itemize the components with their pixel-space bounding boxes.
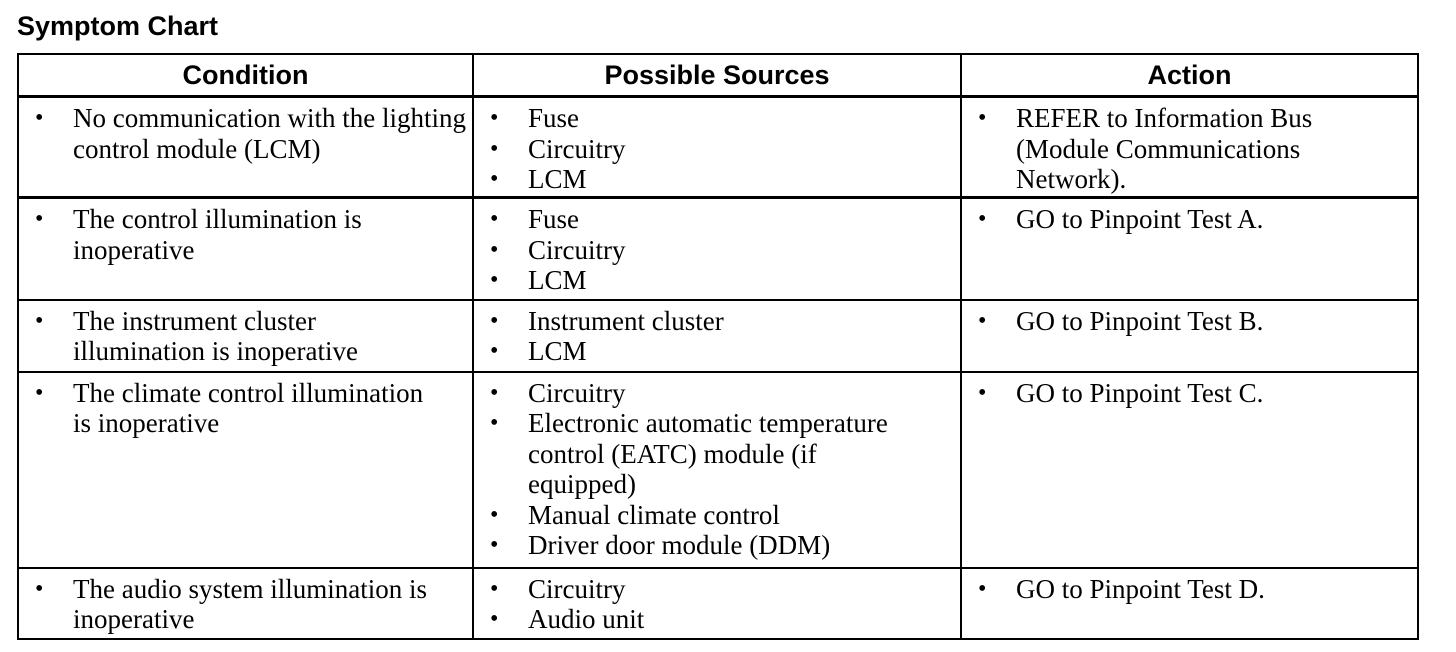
condition-text: • The climate control illumination is inoperative bbox=[19, 378, 468, 439]
source-item: • Manual climate control bbox=[474, 500, 956, 531]
page-title: Symptom Chart bbox=[17, 11, 219, 41]
table-row bbox=[18, 198, 1418, 300]
column-header-action: Action bbox=[961, 54, 1418, 97]
source-item: • Instrument cluster bbox=[474, 306, 956, 337]
table-header-row bbox=[18, 54, 1418, 97]
source-item: • Fuse bbox=[474, 204, 956, 235]
action-text: • GO to Pinpoint Test A. bbox=[962, 204, 1413, 235]
action-cell bbox=[961, 300, 1418, 372]
source-item: • Circuitry bbox=[474, 378, 956, 409]
action-text: • GO to Pinpoint Test D. bbox=[962, 574, 1413, 605]
condition-cell bbox=[18, 198, 473, 300]
condition-cell bbox=[18, 568, 473, 639]
column-header-condition: Condition bbox=[18, 54, 473, 97]
sources-cell bbox=[473, 372, 961, 568]
table-row bbox=[18, 97, 1418, 198]
sources-cell bbox=[473, 568, 961, 639]
action-cell bbox=[961, 372, 1418, 568]
sources-cell bbox=[473, 198, 961, 300]
action-cell bbox=[961, 198, 1418, 300]
action-cell bbox=[961, 97, 1418, 198]
action-cell bbox=[961, 568, 1418, 639]
source-item: • Circuitry bbox=[474, 235, 956, 266]
source-item: • Audio unit bbox=[474, 604, 956, 635]
condition-cell bbox=[18, 300, 473, 372]
symptom-chart-table bbox=[17, 53, 1419, 640]
table-row bbox=[18, 568, 1418, 639]
action-text: • GO to Pinpoint Test B. bbox=[962, 306, 1413, 337]
action-text: • GO to Pinpoint Test C. bbox=[962, 378, 1413, 409]
source-item: • Fuse bbox=[474, 103, 956, 134]
table-row bbox=[18, 372, 1418, 568]
sources-cell bbox=[473, 97, 961, 198]
source-item: • Circuitry bbox=[474, 574, 956, 605]
source-item: • LCM bbox=[474, 265, 956, 296]
source-item: • LCM bbox=[474, 164, 956, 195]
table-row bbox=[18, 300, 1418, 372]
condition-cell bbox=[18, 97, 473, 198]
source-item: • Electronic automatic temperature control (EATC) module (if equipped) bbox=[474, 408, 956, 500]
condition-text: • The instrument cluster illumination is inoperative bbox=[19, 306, 468, 367]
condition-text: • No communication with the lighting control module (LCM) bbox=[19, 103, 468, 164]
source-item: • LCM bbox=[474, 336, 956, 367]
source-item: • Circuitry bbox=[474, 134, 956, 165]
condition-cell bbox=[18, 372, 473, 568]
source-item: • Driver door module (DDM) bbox=[474, 530, 956, 561]
column-header-possible-sources: Possible Sources bbox=[473, 54, 961, 97]
sources-cell bbox=[473, 300, 961, 372]
condition-text: • The control illumination is inoperative bbox=[19, 204, 468, 265]
action-text: • REFER to Information Bus (Module Communications Network). bbox=[962, 103, 1413, 195]
condition-text: • The audio system illumination is inoperative bbox=[19, 574, 468, 635]
